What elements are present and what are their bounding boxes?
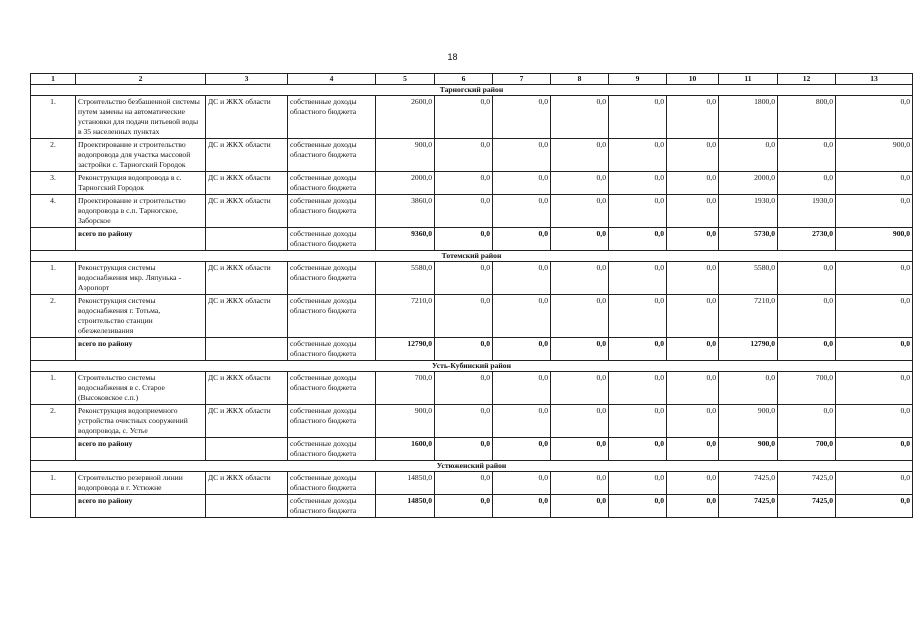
amount-cell: 0,0 bbox=[836, 262, 913, 295]
funding-source: собственные доходы областного бюджета bbox=[288, 139, 376, 172]
total-amount-cell: 0,0 bbox=[609, 495, 667, 518]
amount-cell: 0,0 bbox=[493, 195, 551, 228]
amount-cell: 0,0 bbox=[435, 262, 493, 295]
column-header: 1 bbox=[31, 74, 76, 85]
amount-cell: 0,0 bbox=[435, 372, 493, 405]
total-amount-cell: 900,0 bbox=[836, 228, 913, 251]
amount-cell: 7210,0 bbox=[376, 295, 435, 338]
total-index-empty bbox=[31, 495, 76, 518]
amount-cell: 0,0 bbox=[667, 405, 719, 438]
amount-cell: 7425,0 bbox=[778, 472, 836, 495]
district-row bbox=[31, 251, 913, 262]
row-index: 2. bbox=[31, 139, 76, 172]
amount-cell: 0,0 bbox=[493, 472, 551, 495]
amount-cell: 800,0 bbox=[778, 96, 836, 139]
total-amount-cell: 0,0 bbox=[551, 495, 609, 518]
project-name: Реконструкция системы водоснабжения мкр. Ляпунька - Аэропорт bbox=[76, 262, 206, 295]
executor: ДС и ЖКХ области bbox=[206, 262, 288, 295]
amount-cell: 14850,0 bbox=[376, 472, 435, 495]
total-index-empty bbox=[31, 438, 76, 461]
table-row bbox=[31, 172, 913, 195]
row-index: 2. bbox=[31, 295, 76, 338]
amount-cell: 0,0 bbox=[836, 405, 913, 438]
table-row bbox=[31, 472, 913, 495]
amount-cell: 0,0 bbox=[778, 139, 836, 172]
amount-cell: 0,0 bbox=[667, 96, 719, 139]
row-index: 4. bbox=[31, 195, 76, 228]
total-amount-cell: 700,0 bbox=[778, 438, 836, 461]
total-amount-cell: 0,0 bbox=[667, 438, 719, 461]
total-amount-cell: 0,0 bbox=[493, 438, 551, 461]
amount-cell: 0,0 bbox=[609, 96, 667, 139]
project-name: Строительство резервной линии водопровода в г. Устюжне bbox=[76, 472, 206, 495]
amount-cell: 0,0 bbox=[609, 472, 667, 495]
total-executor-empty bbox=[206, 438, 288, 461]
row-index: 2. bbox=[31, 405, 76, 438]
amount-cell: 0,0 bbox=[551, 405, 609, 438]
total-amount-cell: 0,0 bbox=[836, 495, 913, 518]
total-executor-empty bbox=[206, 228, 288, 251]
amount-cell: 0,0 bbox=[551, 472, 609, 495]
amount-cell: 0,0 bbox=[551, 96, 609, 139]
total-amount-cell: 2730,0 bbox=[778, 228, 836, 251]
header-row bbox=[31, 74, 913, 85]
amount-cell: 0,0 bbox=[609, 372, 667, 405]
project-name: Проектирование и строительство водопровода для участка массовой застройки с. Тарногский Городок bbox=[76, 139, 206, 172]
project-name: Проектирование и строительство водопровода в с.п. Тарногское, Заборское bbox=[76, 195, 206, 228]
total-amount-cell: 0,0 bbox=[667, 495, 719, 518]
table-row bbox=[31, 405, 913, 438]
project-name: Реконструкция водопровода в с. Тарногский Городок bbox=[76, 172, 206, 195]
amount-cell: 0,0 bbox=[551, 295, 609, 338]
total-amount-cell: 0,0 bbox=[667, 228, 719, 251]
amount-cell: 0,0 bbox=[609, 295, 667, 338]
total-executor-empty bbox=[206, 338, 288, 361]
amount-cell: 700,0 bbox=[778, 372, 836, 405]
funding-source: собственные доходы областного бюджета bbox=[288, 372, 376, 405]
amount-cell: 0,0 bbox=[609, 195, 667, 228]
total-amount-cell: 5730,0 bbox=[719, 228, 778, 251]
table-row bbox=[31, 372, 913, 405]
column-header: 3 bbox=[206, 74, 288, 85]
amount-cell: 0,0 bbox=[609, 172, 667, 195]
total-amount-cell: 0,0 bbox=[778, 338, 836, 361]
table-row bbox=[31, 262, 913, 295]
total-amount-cell: 900,0 bbox=[719, 438, 778, 461]
column-header: 7 bbox=[493, 74, 551, 85]
amount-cell: 0,0 bbox=[435, 472, 493, 495]
amount-cell: 0,0 bbox=[667, 262, 719, 295]
total-label: всего по району bbox=[76, 228, 206, 251]
amount-cell: 0,0 bbox=[551, 172, 609, 195]
amount-cell: 0,0 bbox=[493, 295, 551, 338]
amount-cell: 0,0 bbox=[778, 295, 836, 338]
amount-cell: 1930,0 bbox=[719, 195, 778, 228]
column-header: 11 bbox=[719, 74, 778, 85]
total-label: всего по району bbox=[76, 338, 206, 361]
total-amount-cell: 0,0 bbox=[836, 438, 913, 461]
column-header: 5 bbox=[376, 74, 435, 85]
amount-cell: 0,0 bbox=[493, 372, 551, 405]
total-amount-cell: 0,0 bbox=[435, 495, 493, 518]
amount-cell: 0,0 bbox=[493, 139, 551, 172]
executor: ДС и ЖКХ области bbox=[206, 139, 288, 172]
amount-cell: 0,0 bbox=[836, 96, 913, 139]
total-amount-cell: 9360,0 bbox=[376, 228, 435, 251]
amount-cell: 0,0 bbox=[551, 195, 609, 228]
amount-cell: 700,0 bbox=[376, 372, 435, 405]
column-header: 13 bbox=[836, 74, 913, 85]
total-amount-cell: 0,0 bbox=[609, 438, 667, 461]
amount-cell: 0,0 bbox=[435, 405, 493, 438]
amount-cell: 0,0 bbox=[719, 372, 778, 405]
amount-cell: 0,0 bbox=[667, 295, 719, 338]
amount-cell: 0,0 bbox=[435, 172, 493, 195]
funding-source: собственные доходы областного бюджета bbox=[288, 262, 376, 295]
amount-cell: 0,0 bbox=[667, 372, 719, 405]
total-amount-cell: 0,0 bbox=[551, 228, 609, 251]
district-total-row bbox=[31, 228, 913, 251]
district-row bbox=[31, 361, 913, 372]
amount-cell: 1930,0 bbox=[778, 195, 836, 228]
total-amount-cell: 0,0 bbox=[493, 228, 551, 251]
column-header: 12 bbox=[778, 74, 836, 85]
row-index: 1. bbox=[31, 372, 76, 405]
amount-cell: 0,0 bbox=[836, 295, 913, 338]
district-row bbox=[31, 85, 913, 96]
table-body bbox=[31, 85, 913, 518]
amount-cell: 0,0 bbox=[609, 405, 667, 438]
total-amount-cell: 0,0 bbox=[609, 228, 667, 251]
total-label: всего по району bbox=[76, 495, 206, 518]
amount-cell: 7210,0 bbox=[719, 295, 778, 338]
project-name: Строительство безбашенной системы путем замены на автоматические установки для подачи питьевой воды в 35 населенных пунктах bbox=[76, 96, 206, 139]
amount-cell: 0,0 bbox=[551, 372, 609, 405]
funding-source: собственные доходы областного бюджета bbox=[288, 438, 376, 461]
column-header: 2 bbox=[76, 74, 206, 85]
total-amount-cell: 0,0 bbox=[836, 338, 913, 361]
amount-cell: 0,0 bbox=[551, 262, 609, 295]
amount-cell: 0,0 bbox=[493, 405, 551, 438]
total-amount-cell: 7425,0 bbox=[778, 495, 836, 518]
funding-source: собственные доходы областного бюджета bbox=[288, 472, 376, 495]
total-amount-cell: 0,0 bbox=[435, 228, 493, 251]
amount-cell: 0,0 bbox=[778, 262, 836, 295]
district-name: Устюженский район bbox=[31, 461, 913, 472]
amount-cell: 2000,0 bbox=[719, 172, 778, 195]
amount-cell: 0,0 bbox=[493, 96, 551, 139]
total-index-empty bbox=[31, 228, 76, 251]
total-amount-cell: 0,0 bbox=[551, 438, 609, 461]
amount-cell: 0,0 bbox=[836, 195, 913, 228]
total-executor-empty bbox=[206, 495, 288, 518]
executor: ДС и ЖКХ области bbox=[206, 96, 288, 139]
amount-cell: 0,0 bbox=[667, 472, 719, 495]
district-total-row bbox=[31, 438, 913, 461]
total-amount-cell: 0,0 bbox=[493, 495, 551, 518]
column-header: 10 bbox=[667, 74, 719, 85]
executor: ДС и ЖКХ области bbox=[206, 372, 288, 405]
total-amount-cell: 0,0 bbox=[493, 338, 551, 361]
amount-cell: 900,0 bbox=[836, 139, 913, 172]
amount-cell: 5580,0 bbox=[376, 262, 435, 295]
district-row bbox=[31, 461, 913, 472]
amount-cell: 900,0 bbox=[719, 405, 778, 438]
district-name: Тотемский район bbox=[31, 251, 913, 262]
total-amount-cell: 12790,0 bbox=[376, 338, 435, 361]
budget-table bbox=[30, 73, 913, 518]
amount-cell: 0,0 bbox=[778, 405, 836, 438]
amount-cell: 2600,0 bbox=[376, 96, 435, 139]
funding-source: собственные доходы областного бюджета bbox=[288, 195, 376, 228]
amount-cell: 0,0 bbox=[551, 139, 609, 172]
column-header: 6 bbox=[435, 74, 493, 85]
total-amount-cell: 0,0 bbox=[435, 438, 493, 461]
district-total-row bbox=[31, 495, 913, 518]
district-total-row bbox=[31, 338, 913, 361]
total-label: всего по району bbox=[76, 438, 206, 461]
funding-source: собственные доходы областного бюджета bbox=[288, 405, 376, 438]
table-row bbox=[31, 195, 913, 228]
funding-source: собственные доходы областного бюджета bbox=[288, 495, 376, 518]
total-amount-cell: 0,0 bbox=[667, 338, 719, 361]
executor: ДС и ЖКХ области bbox=[206, 295, 288, 338]
amount-cell: 5580,0 bbox=[719, 262, 778, 295]
row-index: 1. bbox=[31, 472, 76, 495]
amount-cell: 0,0 bbox=[667, 195, 719, 228]
funding-source: собственные доходы областного бюджета bbox=[288, 295, 376, 338]
amount-cell: 0,0 bbox=[836, 172, 913, 195]
total-amount-cell: 14850,0 bbox=[376, 495, 435, 518]
amount-cell: 0,0 bbox=[778, 172, 836, 195]
amount-cell: 2000,0 bbox=[376, 172, 435, 195]
executor: ДС и ЖКХ области bbox=[206, 472, 288, 495]
amount-cell: 0,0 bbox=[609, 139, 667, 172]
total-amount-cell: 12790,0 bbox=[719, 338, 778, 361]
executor: ДС и ЖКХ области bbox=[206, 172, 288, 195]
amount-cell: 0,0 bbox=[667, 172, 719, 195]
amount-cell: 0,0 bbox=[836, 372, 913, 405]
column-header: 8 bbox=[551, 74, 609, 85]
amount-cell: 0,0 bbox=[435, 195, 493, 228]
total-amount-cell: 0,0 bbox=[435, 338, 493, 361]
amount-cell: 0,0 bbox=[493, 262, 551, 295]
amount-cell: 0,0 bbox=[836, 472, 913, 495]
amount-cell: 0,0 bbox=[719, 139, 778, 172]
amount-cell: 7425,0 bbox=[719, 472, 778, 495]
total-index-empty bbox=[31, 338, 76, 361]
funding-source: собственные доходы областного бюджета bbox=[288, 96, 376, 139]
total-amount-cell: 0,0 bbox=[609, 338, 667, 361]
executor: ДС и ЖКХ области bbox=[206, 405, 288, 438]
amount-cell: 0,0 bbox=[435, 139, 493, 172]
page-number: 18 bbox=[447, 52, 458, 62]
row-index: 1. bbox=[31, 262, 76, 295]
amount-cell: 0,0 bbox=[493, 172, 551, 195]
project-name: Реконструкция системы водоснабжения г. Тотьма, строительство станции обезжелезивания bbox=[76, 295, 206, 338]
funding-source: собственные доходы областного бюджета bbox=[288, 172, 376, 195]
executor: ДС и ЖКХ области bbox=[206, 195, 288, 228]
amount-cell: 0,0 bbox=[435, 295, 493, 338]
total-amount-cell: 1600,0 bbox=[376, 438, 435, 461]
amount-cell: 900,0 bbox=[376, 405, 435, 438]
table-row bbox=[31, 295, 913, 338]
funding-source: собственные доходы областного бюджета bbox=[288, 228, 376, 251]
funding-source: собственные доходы областного бюджета bbox=[288, 338, 376, 361]
amount-cell: 0,0 bbox=[667, 139, 719, 172]
project-name: Реконструкция водоприемного устройства очистных сооружений водопровода, с. Устье bbox=[76, 405, 206, 438]
amount-cell: 900,0 bbox=[376, 139, 435, 172]
table-row bbox=[31, 96, 913, 139]
row-index: 3. bbox=[31, 172, 76, 195]
row-index: 1. bbox=[31, 96, 76, 139]
district-name: Тарногский район bbox=[31, 85, 913, 96]
column-header: 9 bbox=[609, 74, 667, 85]
amount-cell: 0,0 bbox=[609, 262, 667, 295]
total-amount-cell: 7425,0 bbox=[719, 495, 778, 518]
table-row bbox=[31, 139, 913, 172]
column-header: 4 bbox=[288, 74, 376, 85]
project-name: Строительство системы водоснабжения в с. Старое (Высоковское с.п.) bbox=[76, 372, 206, 405]
amount-cell: 3860,0 bbox=[376, 195, 435, 228]
amount-cell: 0,0 bbox=[435, 96, 493, 139]
district-name: Усть-Кубинский район bbox=[31, 361, 913, 372]
total-amount-cell: 0,0 bbox=[551, 338, 609, 361]
amount-cell: 1800,0 bbox=[719, 96, 778, 139]
